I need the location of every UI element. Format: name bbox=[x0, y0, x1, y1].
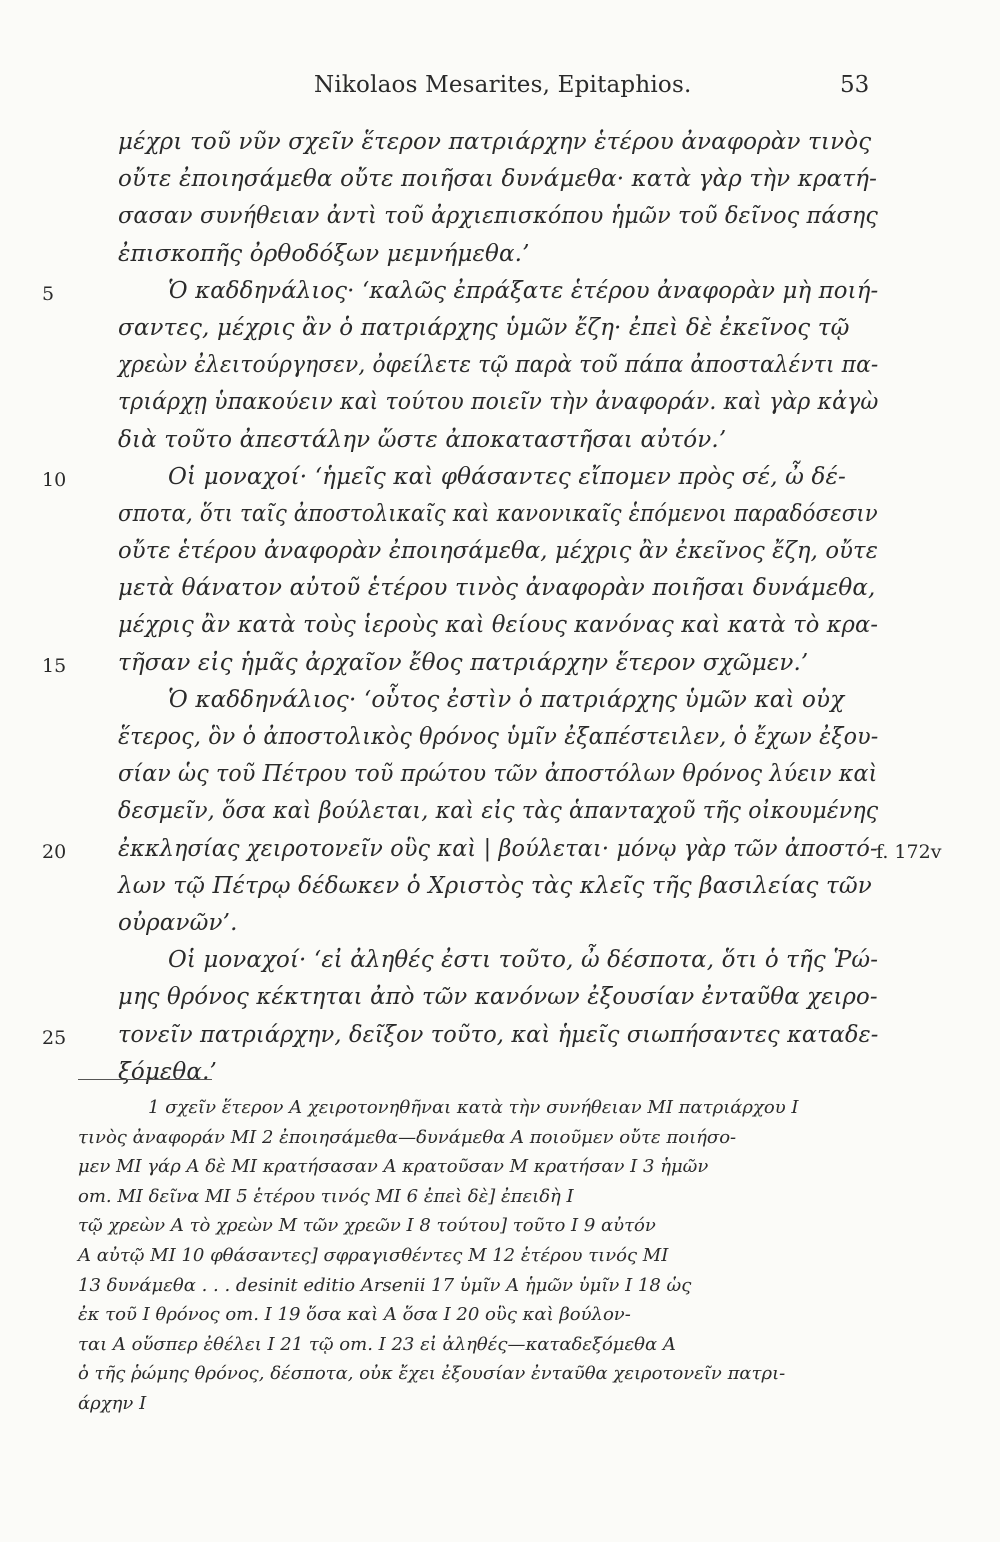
apparatus-line bbox=[0, 1361, 1000, 1391]
text-line bbox=[0, 276, 1000, 313]
apparatus-text: ἐκ τοῦ I θρόνος om. I 19 ὅσα καὶ A ὅσα I 20 οὓς καὶ βούλον- bbox=[78, 1304, 631, 1326]
line-text: σίαν ὡς τοῦ Πέτρου τοῦ πρώτου τῶν ἀποστόλων θρόνος λύειν καὶ bbox=[118, 761, 878, 788]
line-number: 10 bbox=[42, 468, 67, 491]
main-text bbox=[0, 127, 1000, 1094]
apparatus-text: μεν MI γάρ A δὲ MI κρατήσασαν A κρατοῦσαν M κρατήσαν I 3 ἡμῶν bbox=[78, 1156, 709, 1178]
text-line bbox=[0, 722, 1000, 759]
line-text: μέχρις ἂν κατὰ τοὺς ἱεροὺς καὶ θείους κανόνας καὶ κατὰ τὸ κρα- bbox=[118, 612, 879, 639]
folio-marginal-note: f. 172v bbox=[876, 840, 942, 863]
running-header bbox=[0, 72, 1000, 102]
line-text: τονεῖν πατριάρχην, δεῖξον τοῦτο, καὶ ἡμεῖς σιωπήσαντες καταδε- bbox=[118, 1021, 879, 1048]
line-text: χρεὼν ἐλειτούργησεν, ὀφείλετε τῷ παρὰ τοῦ πάπα ἀποσταλέντι πα- bbox=[118, 352, 879, 379]
apparatus-text: ὁ τῆς ῥώμης θρόνος, δέσποτα, οὐκ ἔχει ἐξουσίαν ἐνταῦθα χειροτονεῖν πατρι- bbox=[78, 1363, 786, 1385]
page-number: 53 bbox=[840, 72, 870, 98]
apparatus-line bbox=[0, 1213, 1000, 1243]
text-line bbox=[0, 610, 1000, 647]
text-line bbox=[0, 685, 1000, 722]
line-text: διὰ τοῦτο ἀπεστάλην ὥστε ἀποκαταστῆσαι αὐτόν.’ bbox=[118, 426, 727, 453]
apparatus-line bbox=[0, 1243, 1000, 1273]
text-line bbox=[0, 945, 1000, 982]
apparatus-text: 1 σχεῖν ἕτερον A χειροτονηθῆναι κατὰ τὴν συνήθειαν MI πατριάρχου I bbox=[148, 1097, 799, 1118]
apparatus-text: om. MI δεῖνα MI 5 ἑτέρου τινός MI 6 ἐπεὶ δὲ] ἐπειδὴ I bbox=[78, 1185, 574, 1207]
apparatus-text: άρχην I bbox=[78, 1392, 147, 1414]
text-line bbox=[0, 1020, 1000, 1057]
text-line bbox=[0, 871, 1000, 908]
line-text: ἕτερος, ὃν ὁ ἀποστολικὸς θρόνος ὑμῖν ἐξαπέστειλεν, ὁ ἔχων ἐξου- bbox=[118, 724, 879, 750]
text-line bbox=[0, 908, 1000, 945]
text-line bbox=[0, 573, 1000, 610]
text-line bbox=[0, 759, 1000, 796]
text-line bbox=[0, 201, 1000, 238]
apparatus-line bbox=[0, 1095, 1000, 1125]
apparatus-text: τῷ χρεὼν A τὸ χρεὼν M τῶν χρεῶν I 8 τούτου] τοῦτο I 9 αὐτόν bbox=[78, 1215, 656, 1237]
line-text: Οἱ μοναχοί· ‘ἡμεῖς καὶ φθάσαντες εἴπομεν πρὸς σέ, ὦ δέ- bbox=[168, 463, 846, 490]
line-text: τριάρχῃ ὑπακούειν καὶ τούτου ποιεῖν τὴν ἀναφοράν. καὶ γὰρ κἀγὼ bbox=[118, 389, 879, 416]
apparatus-line bbox=[0, 1154, 1000, 1184]
line-text: Οἱ μοναχοί· ‘εἰ ἀληθές ἐστι τοῦτο, ὦ δέσποτα, ὅτι ὁ τῆς Ῥώ- bbox=[168, 947, 879, 974]
text-line bbox=[0, 387, 1000, 424]
running-head-title: Nikolaos Mesarites, Epitaphios. bbox=[314, 72, 692, 98]
text-line bbox=[0, 1057, 1000, 1094]
text-line bbox=[0, 164, 1000, 201]
text-line bbox=[0, 796, 1000, 833]
line-text: σποτα, ὅτι ταῖς ἀποστολικαῖς καὶ κανονικαῖς ἑπόμενοι παραδόσεσιν bbox=[118, 500, 878, 527]
line-number: 20 bbox=[42, 840, 67, 863]
text-line bbox=[0, 425, 1000, 462]
text-line bbox=[0, 313, 1000, 350]
footnote-separator-rule bbox=[78, 1079, 212, 1080]
apparatus-text: ται A οὕσπερ ἐθέλει I 21 τῷ om. I 23 εἰ ἀληθές—καταδεξόμεθα A bbox=[78, 1333, 676, 1355]
line-text: οὔτε ἑτέρου ἀναφορὰν ἐποιησάμεθα, μέχρις ἂν ἐκεῖνος ἔζη, οὔτε bbox=[118, 538, 879, 565]
line-text: μέχρι τοῦ νῦν σχεῖν ἕτερον πατριάρχην ἑτέρου ἀναφορὰν τινὸς bbox=[118, 129, 872, 155]
line-text: σασαν συνήθειαν ἀντὶ τοῦ ἀρχιεπισκόπου ἡμῶν τοῦ δεῖνος πάσης bbox=[118, 203, 878, 230]
apparatus-line bbox=[0, 1273, 1000, 1303]
line-text: οὐρανῶν’. bbox=[118, 909, 238, 936]
apparatus-line bbox=[0, 1302, 1000, 1332]
text-line bbox=[0, 648, 1000, 685]
apparatus-text: 13 δυνάμεθα . . . desinit editio Arsenii 17 ὑμῖν A ἡμῶν ὑμῖν I 18 ὡς bbox=[78, 1274, 692, 1296]
line-text: τῆσαν εἰς ἡμᾶς ἀρχαῖον ἔθος πατριάρχην ἕτερον σχῶμεν.’ bbox=[118, 649, 809, 676]
line-text: Ὁ καδδηνάλιος· ‘οὗτος ἐστὶν ὁ πατριάρχης ὑμῶν καὶ οὐχ bbox=[168, 686, 845, 713]
text-line bbox=[0, 834, 1000, 871]
line-number: 5 bbox=[42, 282, 55, 305]
text-line bbox=[0, 239, 1000, 276]
line-text: μετὰ θάνατον αὐτοῦ ἑτέρου τινὸς ἀναφορὰν ποιῆσαι δυνάμεθα, bbox=[118, 575, 876, 602]
apparatus-line bbox=[0, 1184, 1000, 1214]
line-text: Ὁ καδδηνάλιος· ‘καλῶς ἐπράξατε ἑτέρου ἀναφορὰν μὴ ποιή- bbox=[168, 277, 879, 304]
apparatus-text: A αὐτῷ MI 10 φθάσαντες] σφραγισθέντες M 12 ἑτέρου τινός MI bbox=[78, 1244, 669, 1266]
line-text: μης θρόνος κέκτηται ἀπὸ τῶν κανόνων ἐξουσίαν ἐνταῦθα χειρο- bbox=[118, 984, 878, 1011]
apparatus-text: τινὸς ἀναφοράν MI 2 ἐποιησάμεθα—δυνάμεθα A ποιοῦμεν οὔτε ποιήσο- bbox=[78, 1126, 737, 1148]
line-text: ἐπισκοπῆς ὀρθοδόξων μεμνήμεθα.’ bbox=[118, 240, 530, 267]
line-text: ξόμεθα.’ bbox=[118, 1058, 218, 1085]
text-line bbox=[0, 982, 1000, 1019]
text-line bbox=[0, 462, 1000, 499]
line-text: ἐκκλησίας χειροτονεῖν οὓς καὶ | βούλεται· μόνῳ γὰρ τῶν ἀποστό- bbox=[118, 835, 878, 862]
apparatus-line bbox=[0, 1332, 1000, 1362]
line-text: οὔτε ἐποιησάμεθα οὔτε ποιῆσαι δυνάμεθα· κατὰ γὰρ τὴν κρατή- bbox=[118, 166, 878, 193]
line-text: λων τῷ Πέτρῳ δέδωκεν ὁ Χριστὸς τὰς κλεῖς τῆς βασιλείας τῶν bbox=[118, 872, 872, 899]
text-line bbox=[0, 536, 1000, 573]
text-line bbox=[0, 127, 1000, 164]
line-text: σαντες, μέχρις ἂν ὁ πατριάρχης ὑμῶν ἔζη· ἐπεὶ δὲ ἐκεῖνος τῷ bbox=[118, 314, 850, 341]
line-text: δεσμεῖν, ὅσα καὶ βούλεται, καὶ εἰς τὰς ἁπανταχοῦ τῆς οἰκουμένης bbox=[118, 798, 879, 825]
apparatus-line bbox=[0, 1125, 1000, 1155]
critical-apparatus bbox=[0, 1095, 1000, 1421]
apparatus-line bbox=[0, 1391, 1000, 1421]
line-number: 15 bbox=[42, 654, 67, 677]
line-number: 25 bbox=[42, 1026, 67, 1049]
text-line bbox=[0, 350, 1000, 387]
text-line bbox=[0, 499, 1000, 536]
